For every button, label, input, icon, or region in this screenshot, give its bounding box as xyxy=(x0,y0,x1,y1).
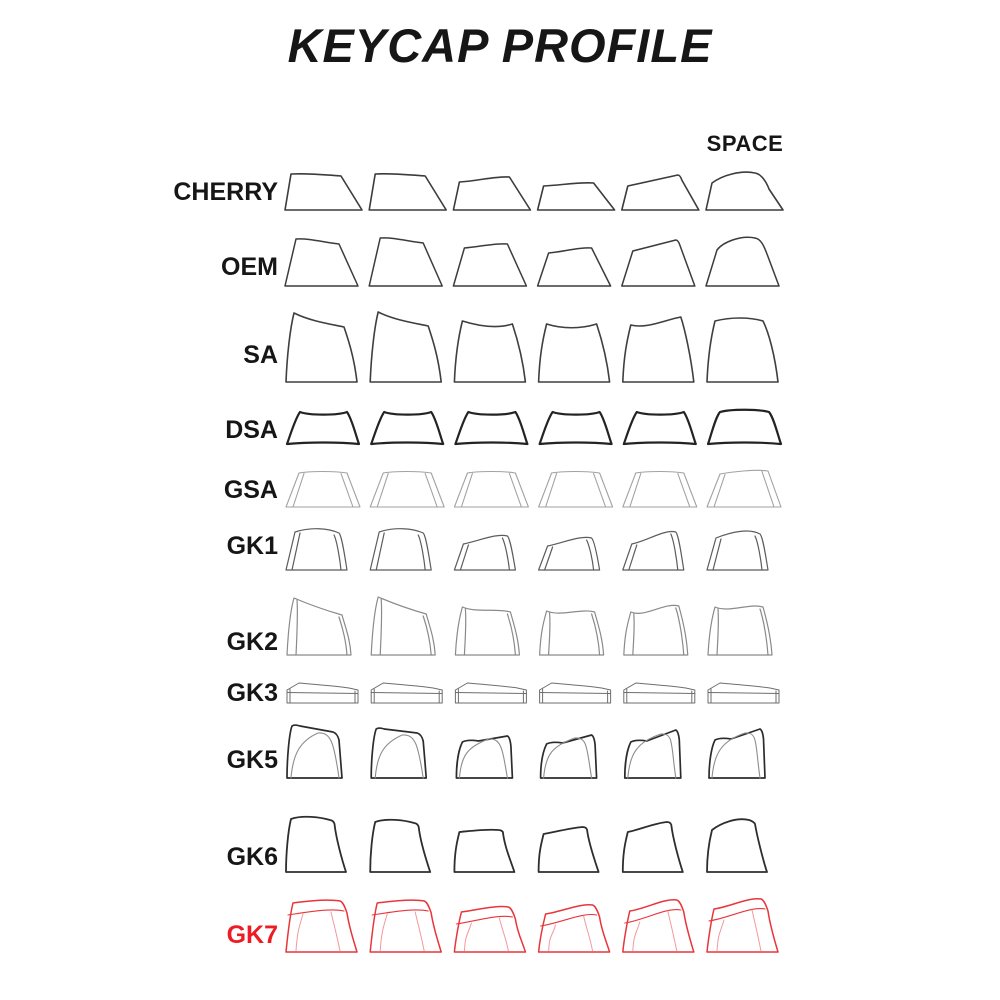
keycap-shape xyxy=(623,822,683,872)
keycap-shape xyxy=(624,412,696,444)
keycap-shape xyxy=(369,174,446,210)
keycap-shape xyxy=(539,905,610,952)
keycap-shape xyxy=(540,412,612,444)
profile-label-gk7: GK7 xyxy=(226,921,278,949)
keycap-shape xyxy=(623,472,697,508)
keycap-shape xyxy=(286,313,357,382)
keycap-shape xyxy=(369,238,442,286)
keycap-shape xyxy=(286,900,357,952)
profile-label-gk3: GK3 xyxy=(226,679,278,707)
keycap-shape xyxy=(707,470,781,507)
keycap-shape xyxy=(453,244,526,286)
keycap-shape xyxy=(541,735,597,778)
keycap-row-gk2 xyxy=(284,591,786,657)
profile-label-dsa: DSA xyxy=(225,416,278,444)
profile-label-gk5: GK5 xyxy=(226,746,278,774)
keycap-shape xyxy=(622,240,695,286)
profile-label-gk2: GK2 xyxy=(226,628,278,656)
keycap-shape xyxy=(456,736,512,778)
keycap-shape xyxy=(287,598,351,655)
profile-label-gk1: GK1 xyxy=(226,532,278,560)
profile-label-cherry: CHERRY xyxy=(173,178,278,206)
keycap-shape xyxy=(706,237,779,286)
keycap-shape xyxy=(370,312,441,382)
keycap-row-oem xyxy=(284,232,786,288)
keycap-shape xyxy=(540,683,611,703)
keycap-shape xyxy=(538,248,611,286)
keycap-row-gk7 xyxy=(284,895,786,954)
profile-label-gk6: GK6 xyxy=(226,843,278,871)
keycap-shape xyxy=(286,529,347,570)
profile-label-gsa: GSA xyxy=(223,476,278,504)
keycap-shape xyxy=(453,177,530,210)
keycap-shape xyxy=(370,472,444,508)
keycap-row-sa xyxy=(284,306,786,384)
keycap-shape xyxy=(623,900,694,952)
keycap-shape xyxy=(539,472,613,508)
space-column-header: SPACE xyxy=(706,131,784,156)
keycap-shape xyxy=(707,318,778,382)
keycap-shape xyxy=(539,537,600,570)
keycap-shape xyxy=(455,683,526,703)
keycap-row-gk5 xyxy=(284,720,786,780)
profile-label-sa: SA xyxy=(243,341,278,369)
keycap-row-gk6 xyxy=(284,811,786,874)
keycap-shape xyxy=(455,412,527,444)
keycap-shape xyxy=(706,172,783,210)
keycap-shape xyxy=(371,728,426,778)
keycap-shape xyxy=(539,827,599,872)
keycap-shape xyxy=(624,683,695,703)
keycap-shape xyxy=(454,535,515,570)
keycap-shape xyxy=(707,819,767,872)
keycap-shape xyxy=(622,175,699,210)
keycap-shape xyxy=(707,531,768,570)
keycap-shape xyxy=(454,472,528,508)
keycap-shape xyxy=(538,183,615,210)
keycap-shape xyxy=(708,606,772,655)
keycap-shape xyxy=(286,817,346,872)
keycap-shape xyxy=(708,410,781,444)
keycap-shape xyxy=(455,607,519,655)
keycap-shape xyxy=(286,472,360,508)
keycap-shape xyxy=(540,611,604,655)
keycap-shape xyxy=(285,239,358,286)
keycap-shape xyxy=(623,317,694,382)
keycap-row-cherry xyxy=(284,168,786,212)
keycap-shape xyxy=(285,174,362,210)
keycap-shape xyxy=(370,900,441,952)
keycap-shape xyxy=(625,730,681,778)
keycap-shape xyxy=(371,683,442,703)
keycap-shape xyxy=(370,820,430,872)
page-title: KEYCAP PROFILE xyxy=(287,19,713,72)
keycap-shape xyxy=(709,729,765,778)
keycap-shape xyxy=(371,597,435,655)
keycap-shape xyxy=(539,324,610,382)
keycap-shape xyxy=(708,683,779,703)
keycap-shape xyxy=(287,683,358,703)
profile-label-oem: OEM xyxy=(221,253,278,281)
keycap-row-gk1 xyxy=(284,523,786,572)
keycap-shape xyxy=(287,725,342,778)
keycap-row-dsa xyxy=(284,405,786,447)
keycap-shape xyxy=(454,907,525,952)
keycap-shape xyxy=(370,529,431,570)
keycap-shape xyxy=(454,321,525,382)
keycap-shape xyxy=(287,412,359,444)
keycap-row-gsa xyxy=(284,466,786,509)
keycap-shape xyxy=(454,830,514,872)
keycap-shape xyxy=(707,899,778,952)
keycap-shape xyxy=(371,412,443,444)
keycap-shape xyxy=(623,532,684,570)
keycap-row-gk3 xyxy=(284,678,786,705)
keycap-shape xyxy=(624,605,688,655)
